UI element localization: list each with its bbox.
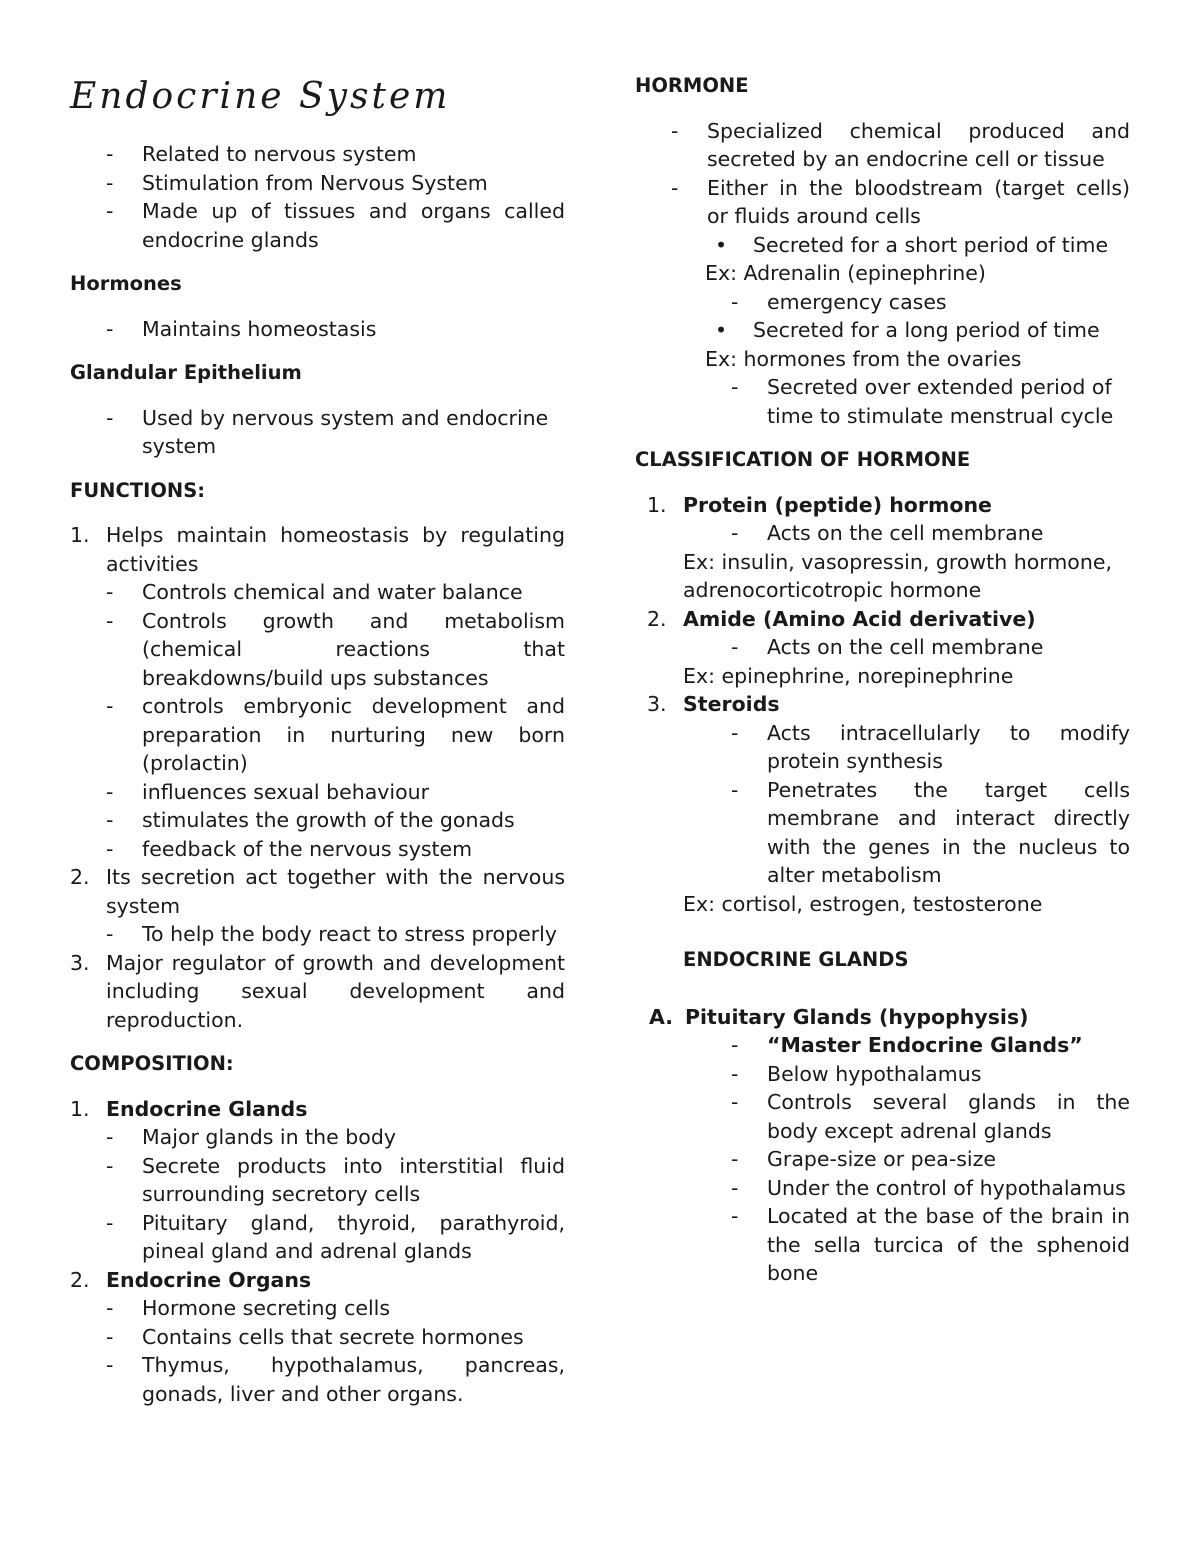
- composition-item: 2. Endocrine Organs: [70, 1267, 312, 1292]
- composition-subitem: - Thymus, hypothalamus, pancreas, gonads, liver and other organs.: [106, 1353, 565, 1406]
- hormone-example: Ex: hormones from the ovaries: [705, 346, 1022, 371]
- hormone-bullet: • Secreted for a long period of time: [715, 318, 1100, 342]
- function-subitem: - Controls growth and metabolism (chemical reactions that breakdowns/build ups substances: [106, 608, 565, 690]
- document-title: Endocrine System: [70, 76, 451, 117]
- composition-item: 1. Endocrine Glands: [70, 1096, 308, 1121]
- hormone-item: - Specialized chemical produced and secreted by an endocrine cell or tissue: [671, 118, 1130, 171]
- class-example: Ex: epinephrine, norepinephrine: [683, 663, 1014, 688]
- class-example: Ex: insulin, vasopressin, growth hormone, adrenocorticotropic hormone: [683, 549, 1112, 602]
- class-subitem: - Acts on the cell membrane: [731, 521, 1044, 545]
- hormone-example-subitem: - emergency cases: [731, 289, 947, 314]
- composition-subitem: - Pituitary gland, thyroid, parathyroid, pineal gland and adrenal glands: [106, 1210, 565, 1263]
- composition-subitem: - Secrete products into interstitial fluid surrounding secretory cells: [106, 1153, 565, 1206]
- class-item: 2. Amide (Amino Acid derivative): [647, 606, 1036, 631]
- function-subitem: - stimulates the growth of the gonads: [106, 808, 515, 832]
- glandular-item: - Used by nervous system and endocrine system: [106, 405, 549, 458]
- hormones-heading: Hormones: [70, 272, 182, 295]
- function-item: 1. Helps maintain homeostasis by regulating activities: [70, 523, 565, 576]
- function-item: 3. Major regulator of growth and development including sexual development and reproduction.: [70, 950, 565, 1032]
- gland-subitem: - Located at the base of the brain in the sella turcica of the sphenoid bone: [731, 1204, 1130, 1285]
- gland-subitem: - Below hypothalamus: [731, 1061, 982, 1086]
- function-subitem: - To help the body react to stress properly: [106, 922, 557, 946]
- function-item: 2. Its secretion act together with the nervous system: [70, 865, 565, 918]
- class-subitem: - Acts intracellularly to modify protein synthesis: [731, 720, 1130, 773]
- function-subitem: - influences sexual behaviour: [106, 779, 430, 804]
- function-subitem: - Controls chemical and water balance: [106, 580, 523, 604]
- right-column: [635, 72, 1130, 1288]
- intro-item: - Stimulation from Nervous System: [106, 170, 488, 195]
- hormone-example-subitem: - Secreted over extended period of time to stimulate menstrual cycle: [731, 375, 1114, 428]
- hormones-item: - Maintains homeostasis: [106, 316, 377, 341]
- left-column: [70, 72, 565, 1408]
- function-subitem: - controls embryonic development and preparation in nurturing new born (prolactin): [106, 694, 565, 775]
- intro-item: - Related to nervous system: [106, 142, 417, 166]
- functions-heading: FUNCTIONS:: [70, 478, 206, 502]
- intro-item: - Made up of tissues and organs called endocrine glands: [106, 199, 565, 252]
- gland-subitem: - Controls several glands in the body except adrenal glands: [731, 1090, 1130, 1143]
- composition-heading: COMPOSITION:: [70, 1052, 234, 1075]
- class-item: 1. Protein (peptide) hormone: [647, 492, 992, 517]
- classification-heading: CLASSIFICATION OF HORMONE: [635, 448, 971, 471]
- function-subitem: - feedback of the nervous system: [106, 836, 473, 861]
- hormone-bullet: • Secreted for a short period of time: [715, 232, 1109, 257]
- hormone-item: - Either in the bloodstream (target cells) or fluids around cells: [671, 175, 1130, 228]
- class-item: 3. Steroids: [647, 692, 780, 716]
- gland-subitem: - Grape-size or pea-size: [731, 1147, 996, 1171]
- gland-subitem: - Under the control of hypothalamus: [731, 1175, 1126, 1200]
- class-subitem: - Acts on the cell membrane: [731, 635, 1044, 659]
- hormone-example: Ex: Adrenalin (epinephrine): [705, 261, 986, 285]
- glands-heading: ENDOCRINE GLANDS: [683, 948, 909, 971]
- hormone-heading: HORMONE: [635, 74, 749, 97]
- composition-subitem: - Hormone secreting cells: [106, 1296, 391, 1320]
- glandular-heading: Glandular Epithelium: [70, 361, 302, 384]
- composition-subitem: - Contains cells that secrete hormones: [106, 1324, 524, 1349]
- class-subitem: - Penetrates the target cells membrane and interact directly with the genes in the nucleus to alter metabolism: [731, 777, 1130, 887]
- gland-item: A. Pituitary Glands (hypophysis): [649, 1004, 1029, 1029]
- composition-subitem: - Major glands in the body: [106, 1125, 396, 1149]
- class-example: Ex: cortisol, estrogen, testosterone: [683, 891, 1043, 916]
- gland-subitem: - “Master Endocrine Glands”: [731, 1033, 1083, 1057]
